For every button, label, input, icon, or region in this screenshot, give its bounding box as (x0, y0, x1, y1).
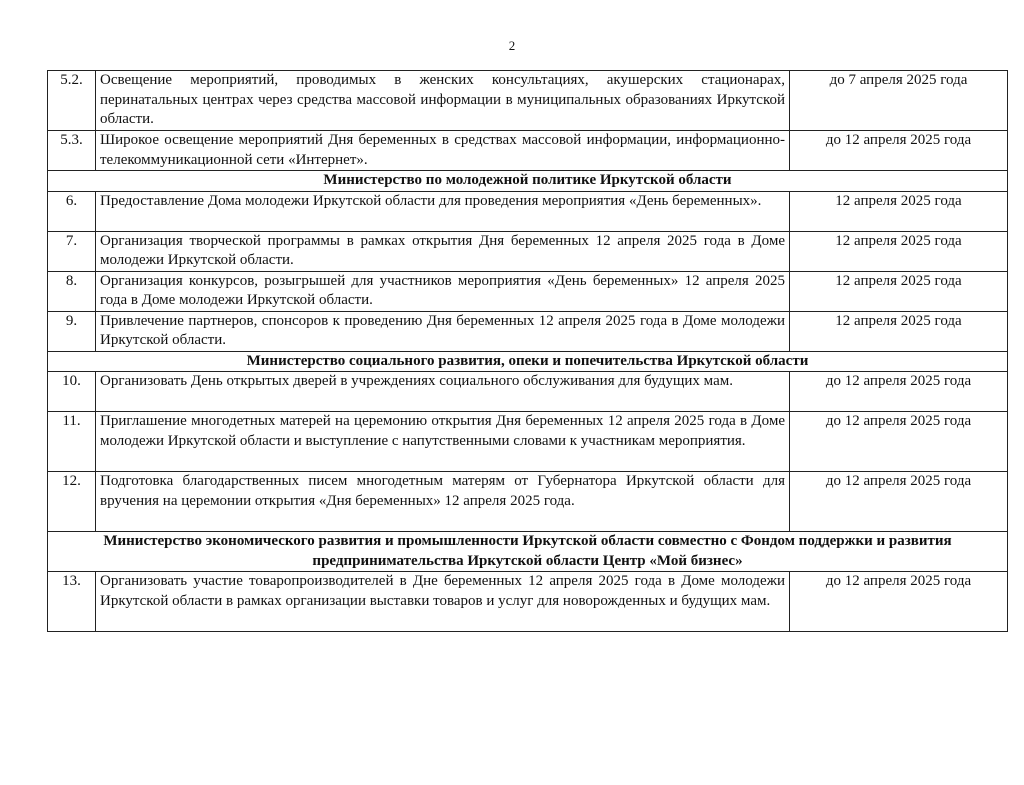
item-description: Организация творческой программы в рамках открытия Дня беременных 12 апреля 2025 года в Доме молодежи Иркутской области. (96, 231, 790, 271)
item-number: 5.3. (48, 131, 96, 171)
item-deadline: до 12 апреля 2025 года (790, 412, 1008, 472)
table-row (48, 231, 1008, 271)
section-title: Министерство по молодежной политике Иркутской области (48, 171, 1008, 192)
page-number: 2 (508, 38, 516, 53)
table-row (48, 131, 1008, 171)
item-description: Предоставление Дома молодежи Иркутской области для проведения мероприятия «День беременных». (96, 191, 790, 231)
item-number: 11. (48, 412, 96, 472)
table-row (48, 271, 1008, 311)
item-deadline: до 12 апреля 2025 года (790, 572, 1008, 632)
section-title: Министерство социального развития, опеки и попечительства Иркутской области (48, 351, 1008, 372)
item-deadline: до 12 апреля 2025 года (790, 131, 1008, 171)
item-deadline: 12 апреля 2025 года (790, 271, 1008, 311)
section-header-row (48, 532, 1008, 572)
item-number: 7. (48, 231, 96, 271)
table-row (48, 372, 1008, 412)
section-header-row (48, 171, 1008, 192)
item-number: 8. (48, 271, 96, 311)
activity-plan-table (47, 70, 1008, 632)
item-description: Приглашение многодетных матерей на церемонию открытия Дня беременных 12 апреля 2025 года в Доме молодежи Иркутской области и выступление с напутственными словами к участникам мероприятия. (96, 412, 790, 472)
item-description: Широкое освещение мероприятий Дня беременных в средствах массовой информации, информационно-телекоммуникационной сети «Интернет». (96, 131, 790, 171)
item-number: 10. (48, 372, 96, 412)
item-number: 5.2. (48, 71, 96, 131)
item-description: Организация конкурсов, розыгрышей для участников мероприятия «День беременных» 12 апреля 2025 года в Доме молодежи Иркутской области. (96, 271, 790, 311)
table-row (48, 71, 1008, 131)
table-row (48, 311, 1008, 351)
table-row (48, 472, 1008, 532)
item-deadline: 12 апреля 2025 года (790, 311, 1008, 351)
item-deadline: до 12 апреля 2025 года (790, 372, 1008, 412)
item-number: 13. (48, 572, 96, 632)
item-number: 9. (48, 311, 96, 351)
table-row (48, 191, 1008, 231)
section-header-row (48, 351, 1008, 372)
item-deadline: до 12 апреля 2025 года (790, 472, 1008, 532)
item-description: Организовать День открытых дверей в учреждениях социального обслуживания для будущих мам. (96, 372, 790, 412)
item-deadline: 12 апреля 2025 года (790, 231, 1008, 271)
item-description: Привлечение партнеров, спонсоров к проведению Дня беременных 12 апреля 2025 года в Доме молодежи Иркутской области. (96, 311, 790, 351)
section-title: Министерство экономического развития и промышленности Иркутской области совместно с Фондом поддержки и развития предпринимательства Иркутской области Центр «Мой бизнес» (48, 532, 1008, 572)
table-row (48, 412, 1008, 472)
item-number: 12. (48, 472, 96, 532)
item-deadline: 12 апреля 2025 года (790, 191, 1008, 231)
item-description: Организовать участие товаропроизводителей в Дне беременных 12 апреля 2025 года в Доме молодежи Иркутской области в рамках организации выставки товаров и услуг для новорожденных и будущих мам. (96, 572, 790, 632)
item-description: Подготовка благодарственных писем многодетным матерям от Губернатора Иркутской области для вручения на церемонии открытия «Дня беременных» 12 апреля 2025 года. (96, 472, 790, 532)
item-number: 6. (48, 191, 96, 231)
item-deadline: до 7 апреля 2025 года (790, 71, 1008, 131)
item-description: Освещение мероприятий, проводимых в женских консультациях, акушерских стационарах, перинатальных центрах через средства массовой информации в муниципальных образованиях Иркутской области. (96, 71, 790, 131)
table-row (48, 572, 1008, 632)
